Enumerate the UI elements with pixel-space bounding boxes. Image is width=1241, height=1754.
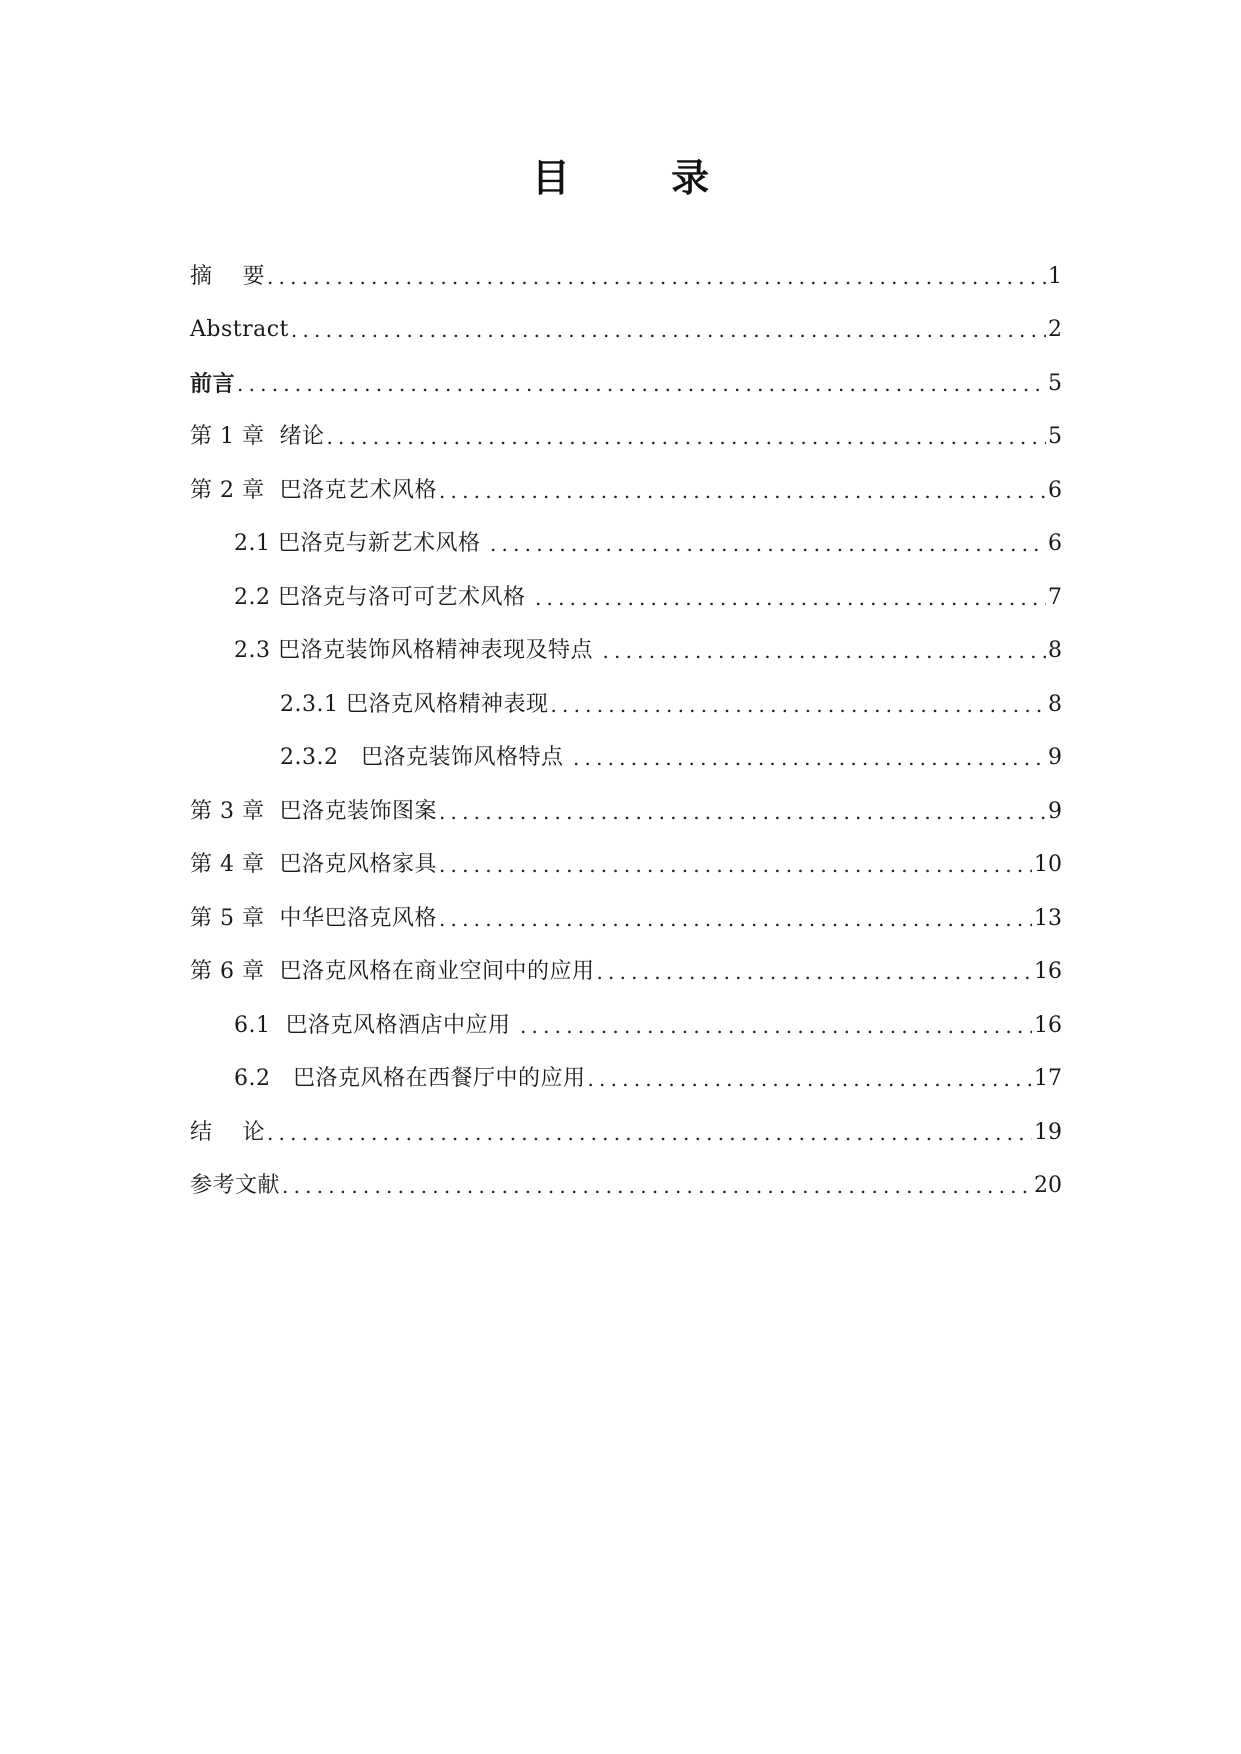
toc-entry-label: 第 3 章 巴洛克装饰图案 — [190, 798, 437, 824]
toc-entry-label: 第 6 章 巴洛克风格在商业空间中的应用 — [190, 959, 595, 984]
toc-entry[interactable] — [190, 454, 1062, 508]
toc-page-number: 5 — [1048, 370, 1062, 396]
toc-page-number: 1 — [1048, 263, 1062, 289]
toc-page-number: 8 — [1048, 691, 1062, 717]
toc-entry[interactable] — [190, 936, 1062, 990]
toc-entry-label: 摘 要 — [190, 263, 265, 289]
toc-dot-leader — [267, 1116, 1032, 1150]
toc-dot-leader — [267, 260, 1046, 294]
toc-page-number: 20 — [1034, 1173, 1062, 1198]
toc-page-number: 16 — [1034, 959, 1062, 984]
toc-dot-leader — [439, 848, 1032, 882]
toc-dot-leader — [282, 1169, 1032, 1203]
toc-page-number: 10 — [1034, 852, 1062, 877]
toc-entry[interactable] — [190, 722, 1062, 776]
toc-page-number: 8 — [1048, 638, 1062, 663]
toc-dot-leader — [602, 634, 1046, 668]
toc-entry[interactable] — [190, 294, 1062, 348]
toc-dot-leader — [439, 795, 1046, 829]
toc-dot-leader — [587, 1062, 1032, 1096]
page-title: 目 录 — [531, 156, 754, 200]
toc-entry-label: 2.3 巴洛克装饰风格精神表现及特点 — [234, 638, 601, 663]
toc-entry[interactable] — [190, 882, 1062, 936]
toc-page-number: 19 — [1034, 1119, 1062, 1145]
toc-entry-label: 第 4 章 巴洛克风格家具 — [190, 852, 437, 877]
toc-entry-label: 2.3.1 巴洛克风格精神表现 — [280, 691, 549, 717]
toc-entry-label: 2.3.2 巴洛克装饰风格特点 — [280, 745, 571, 770]
toc-entry[interactable] — [190, 615, 1062, 669]
toc-page-number: 9 — [1048, 798, 1062, 824]
toc-entry-label: 结 论 — [190, 1119, 265, 1145]
toc-entry[interactable] — [190, 775, 1062, 829]
toc-entry-label: 第 5 章 中华巴洛克风格 — [190, 905, 437, 931]
toc-dot-leader — [550, 688, 1046, 722]
toc-entry[interactable] — [190, 1096, 1062, 1150]
toc-entry-label: Abstract — [190, 317, 289, 342]
toc-entry[interactable] — [190, 508, 1062, 562]
toc-entry-label: 参考文献 — [190, 1173, 281, 1198]
toc-entry[interactable] — [190, 401, 1062, 455]
toc-entry-label: 6.2 巴洛克风格在西餐厅中的应用 — [234, 1066, 586, 1091]
toc-entry-label: 2.1 巴洛克与新艺术风格 — [234, 531, 488, 556]
toc-entry[interactable] — [190, 829, 1062, 883]
table-of-contents — [190, 240, 1062, 1203]
toc-page-number: 5 — [1048, 424, 1062, 449]
toc-dot-leader — [520, 1009, 1032, 1043]
toc-entry-label: 6.1 巴洛克风格酒店中应用 — [234, 1012, 518, 1038]
toc-dot-leader — [535, 581, 1046, 615]
toc-entry-label: 前言 — [190, 370, 236, 397]
toc-entry[interactable] — [190, 1150, 1062, 1204]
toc-dot-leader — [439, 474, 1046, 508]
toc-entry-label: 2.2 巴洛克与洛可可艺术风格 — [234, 584, 533, 610]
toc-entry-label: 第 1 章 绪论 — [190, 424, 325, 449]
toc-entry[interactable] — [190, 668, 1062, 722]
toc-dot-leader — [439, 902, 1032, 936]
toc-dot-leader — [490, 527, 1046, 561]
toc-page-number: 13 — [1034, 905, 1062, 931]
toc-entry-label: 第 2 章 巴洛克艺术风格 — [190, 477, 437, 503]
toc-dot-leader — [573, 741, 1046, 775]
toc-entry[interactable] — [190, 347, 1062, 401]
toc-entry[interactable] — [190, 561, 1062, 615]
toc-dot-leader — [291, 313, 1046, 347]
toc-page-number: 6 — [1048, 477, 1062, 503]
toc-entry[interactable] — [190, 240, 1062, 294]
toc-dot-leader — [237, 367, 1046, 401]
toc-dot-leader — [596, 955, 1032, 989]
toc-page-number: 17 — [1034, 1066, 1062, 1091]
toc-entry[interactable] — [190, 1043, 1062, 1097]
toc-dot-leader — [326, 420, 1046, 454]
toc-page-number: 2 — [1048, 317, 1062, 342]
toc-entry[interactable] — [190, 989, 1062, 1043]
toc-page-number: 6 — [1048, 531, 1062, 556]
toc-page-number: 9 — [1048, 745, 1062, 770]
toc-page-number: 16 — [1034, 1012, 1062, 1038]
toc-page-number: 7 — [1048, 584, 1062, 610]
